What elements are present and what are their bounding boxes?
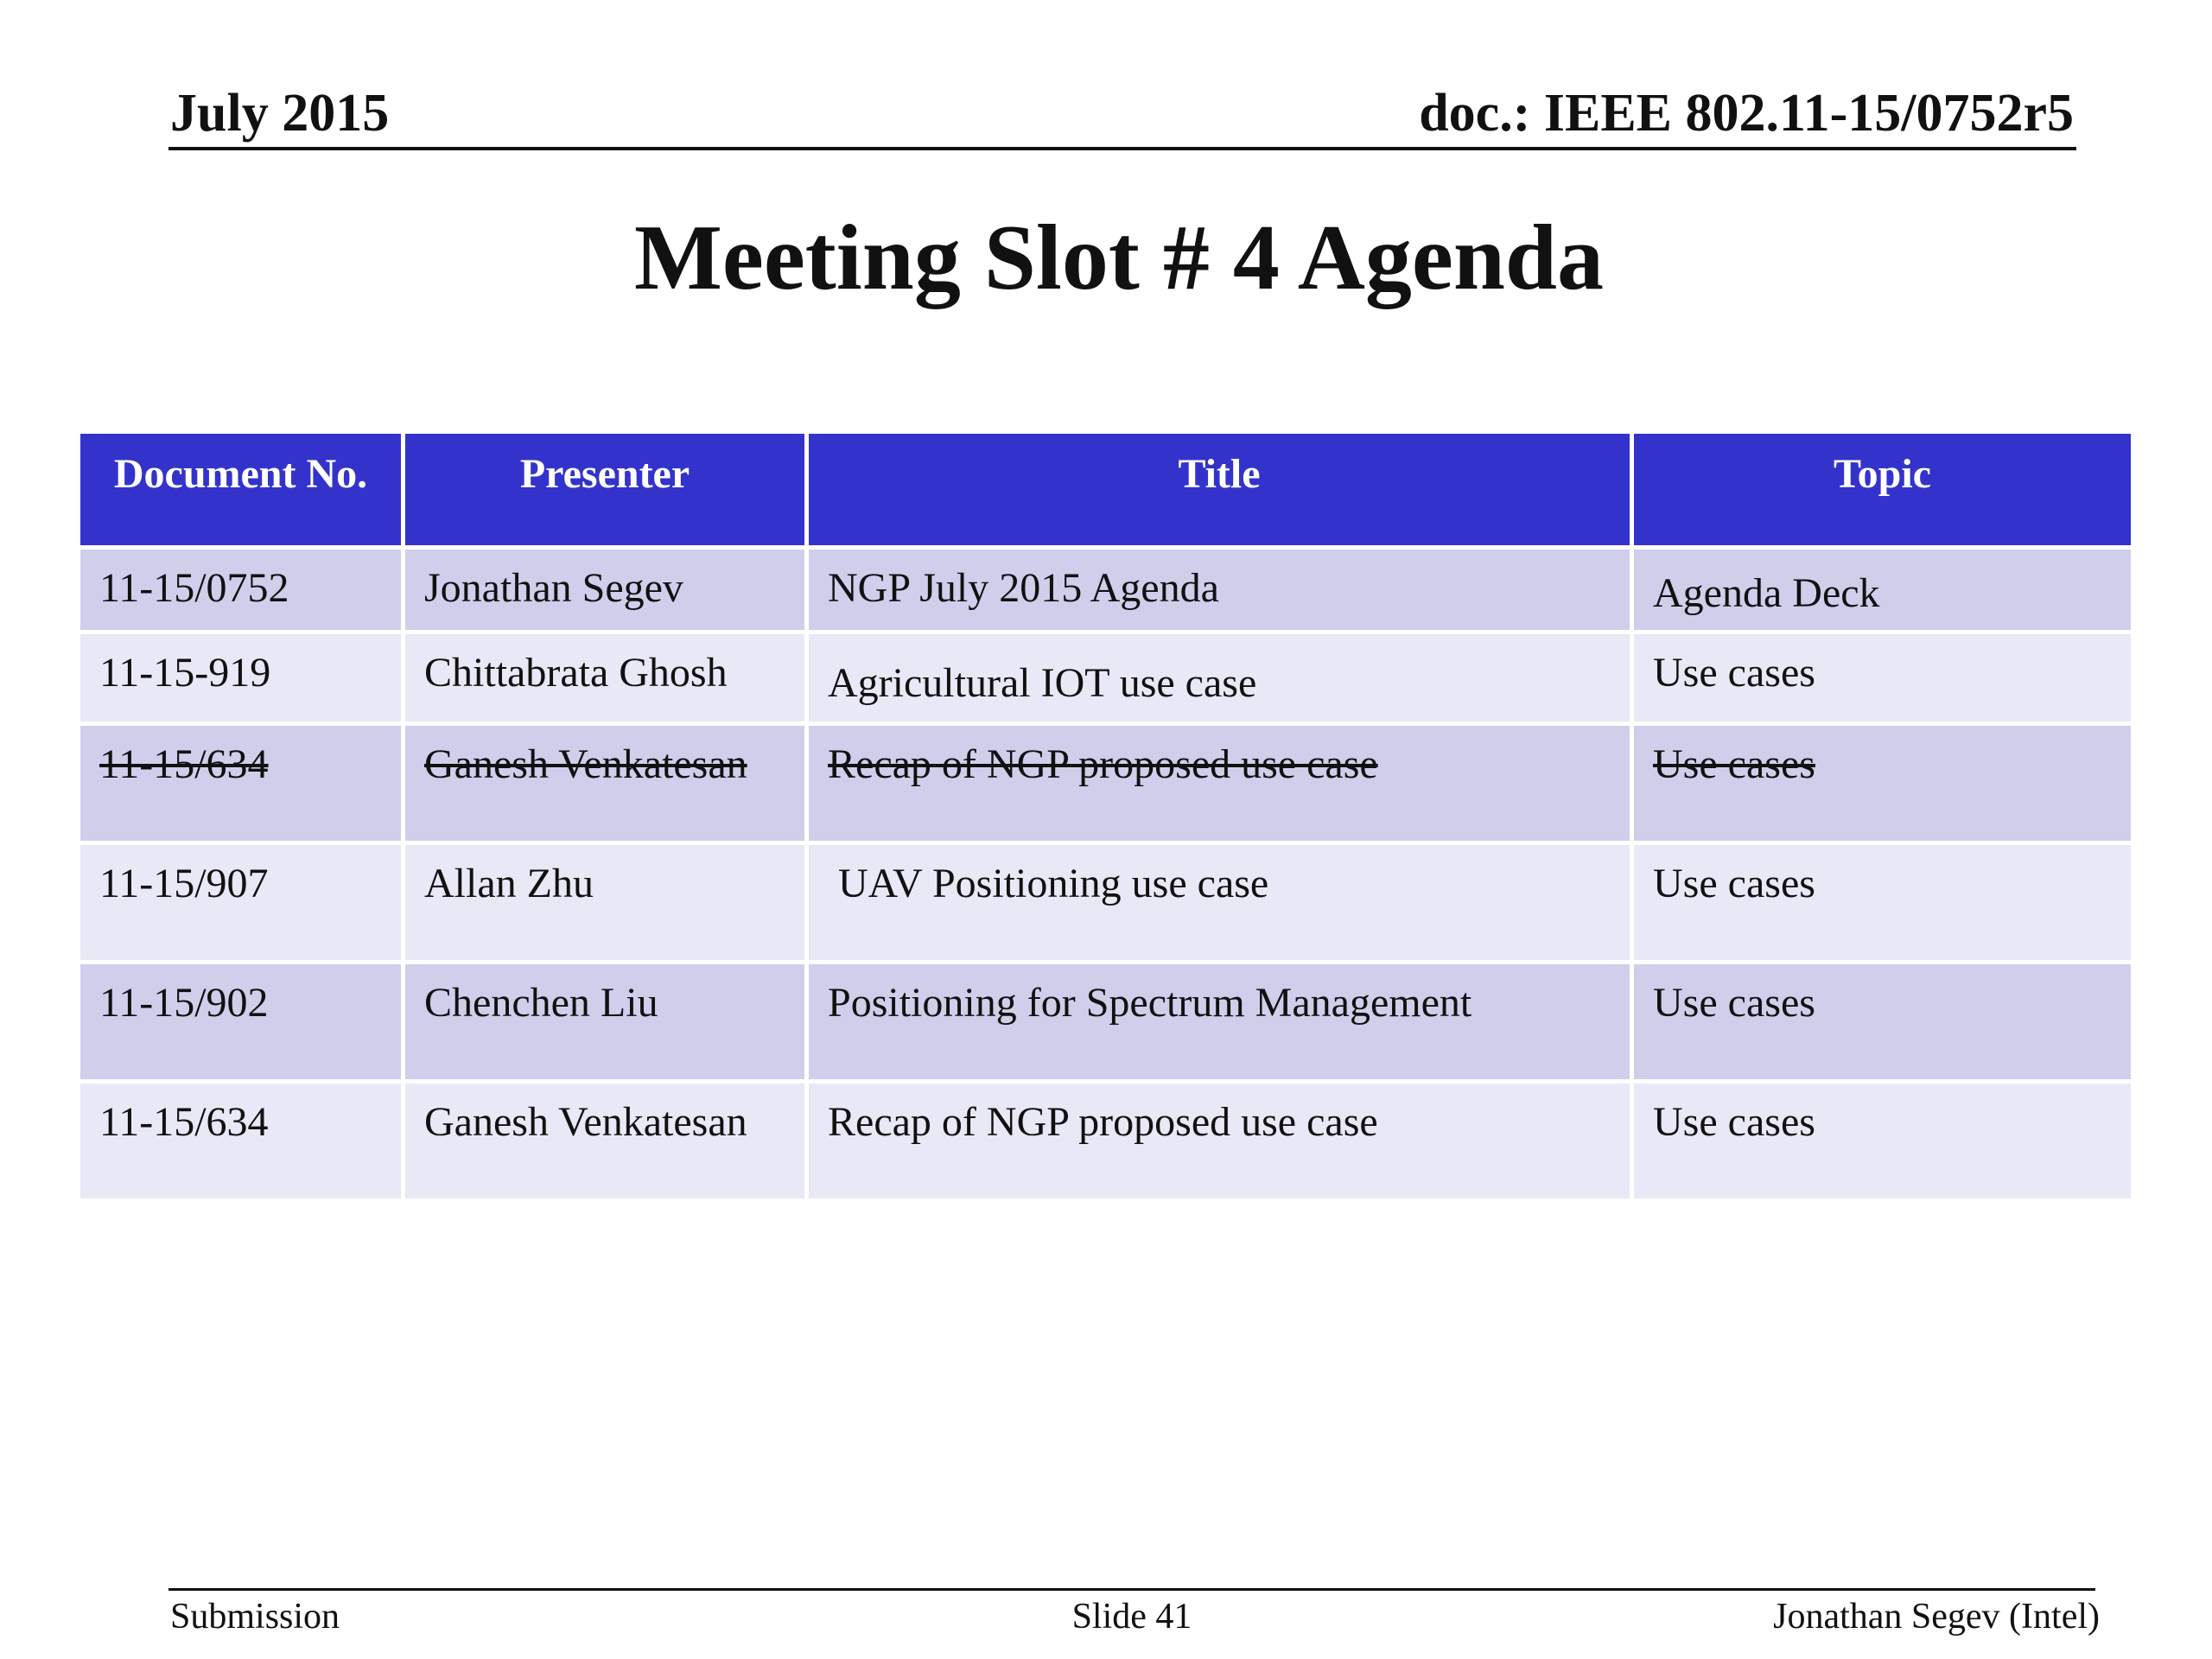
cell-topic: Use cases — [1632, 632, 2133, 724]
footer-submission: Submission — [170, 1597, 340, 1637]
slide-title: Meeting Slot # 4 Agenda — [634, 207, 1604, 309]
table-row — [79, 843, 2133, 963]
cell-presenter: Chittabrata Ghosh — [404, 632, 807, 724]
cell-title: NGP July 2015 Agenda — [807, 548, 1632, 632]
cell-presenter: Chenchen Liu — [404, 963, 807, 1082]
cell-presenter: Ganesh Venkatesan — [404, 1082, 807, 1201]
header-doc-number: doc.: IEEE 802.11-15/0752r5 — [1419, 84, 2074, 143]
agenda-table — [76, 429, 2135, 1203]
cell-presenter: Allan Zhu — [404, 843, 807, 963]
table-row — [79, 548, 2133, 632]
header-date: July 2015 — [170, 84, 390, 143]
cell-topic: Use cases — [1632, 963, 2133, 1082]
cell-presenter: Jonathan Segev — [404, 548, 807, 632]
cell-title: Positioning for Spectrum Management — [807, 963, 1632, 1082]
cell-presenter: Ganesh Venkatesan — [404, 724, 807, 843]
footer-slide-number: Slide 41 — [1071, 1597, 1192, 1637]
cell-title: Recap of NGP proposed use case — [807, 1082, 1632, 1201]
cell-document-no: 11-15/634 — [79, 1082, 404, 1201]
cell-topic: Use cases — [1632, 843, 2133, 963]
column-header-title: Title — [807, 432, 1632, 548]
cell-title: Recap of NGP proposed use case — [807, 724, 1632, 843]
cell-topic: Agenda Deck — [1632, 548, 2133, 632]
cell-document-no: 11-15/634 — [79, 724, 404, 843]
cell-title: Agricultural IOT use case — [807, 632, 1632, 724]
header-divider — [168, 147, 2076, 150]
cell-title: UAV Positioning use case — [807, 843, 1632, 963]
table-row — [79, 963, 2133, 1082]
footer-author: Jonathan Segev (Intel) — [1773, 1597, 2100, 1637]
footer-divider — [168, 1588, 2095, 1591]
table-row — [79, 1082, 2133, 1201]
column-header-presenter: Presenter — [404, 432, 807, 548]
cell-topic: Use cases — [1632, 724, 2133, 843]
table-row — [79, 632, 2133, 724]
table-header-row — [79, 432, 2133, 548]
cell-document-no: 11-15/907 — [79, 843, 404, 963]
column-header-document-no: Document No. — [79, 432, 404, 548]
table-row-struck — [79, 724, 2133, 843]
cell-document-no: 11-15/902 — [79, 963, 404, 1082]
cell-topic: Use cases — [1632, 1082, 2133, 1201]
cell-document-no: 11-15/0752 — [79, 548, 404, 632]
column-header-topic: Topic — [1632, 432, 2133, 548]
cell-document-no: 11-15-919 — [79, 632, 404, 724]
